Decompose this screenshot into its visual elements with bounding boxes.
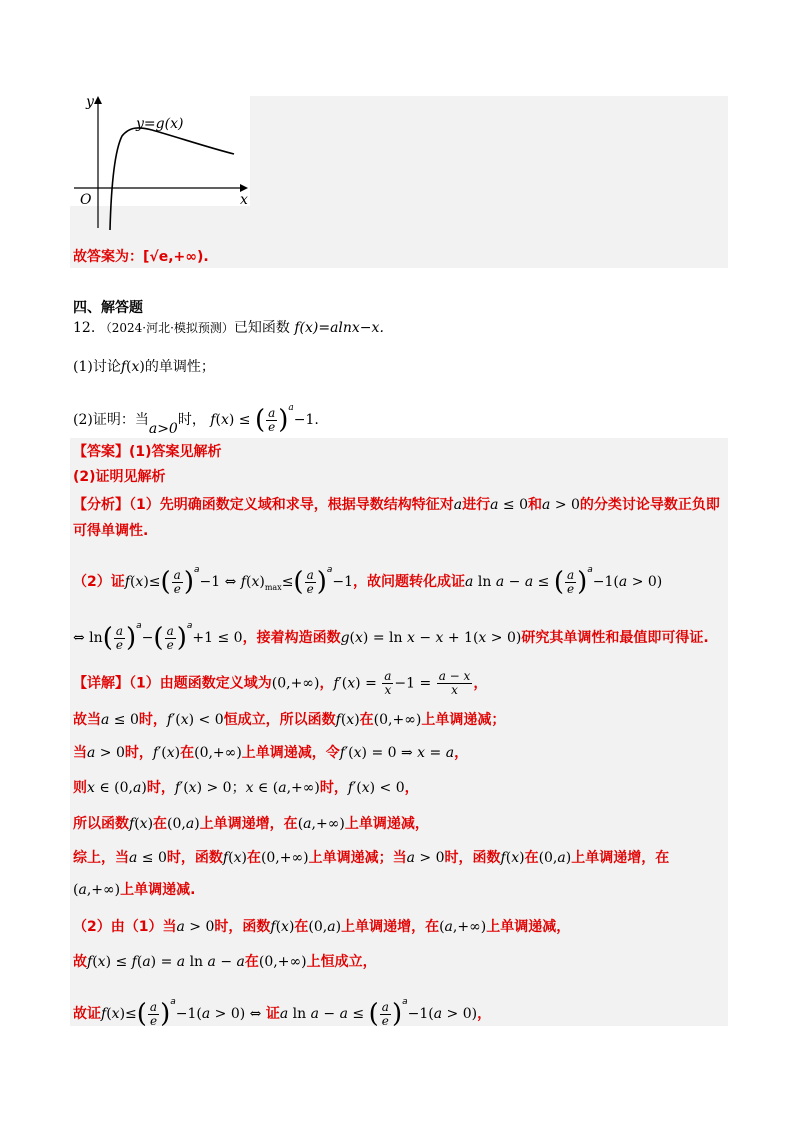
y-axis-label: y xyxy=(86,94,94,110)
detail-line-1: 【详解】（1）由题函数定义域为(0,+∞)，f′(x) = $\frac{a}{x}$ −1 = $\frac{a - x}{x}$ ， xyxy=(73,669,488,697)
detail-line-10: 故证f(x)≤( $\frac{a}{e}$ )$^a$−1(a > 0) ⇔ 证a ln a − a ≤ ( $\frac{a}{e}$ )$^a$−1(a > 0)， xyxy=(73,997,492,1029)
detail-line-7: (a,+∞)上单调递减. xyxy=(73,882,196,898)
detail-line-8: （2）由（1）当a > 0时，函数f(x)在(0,a)上单调递增，在(a,+∞)上单调递减， xyxy=(73,919,571,935)
problem-part-2: (2)证明：当a>0时， f(x) ≤ ( $\frac{a}{e}$ )$^a$−1. xyxy=(73,403,319,437)
detail-line-4: 则x ∈ (0,a)时，f′(x) > 0；x ∈ (a,+∞)时，f′(x) < 0， xyxy=(73,780,419,796)
analysis-line-1: 【分析】（1）先明确函数定义域和求导，根据导数结构特征对a进行a ≤ 0和a > 0的分类讨论导数正负即 xyxy=(73,497,720,513)
y-axis-arrow xyxy=(94,96,102,104)
answer-line-2: (2)证明见解析 xyxy=(73,469,166,485)
detail-line-3: 当a > 0时，f′(x)在(0,+∞)上单调递减，令f′(x) = 0 ⇒ x = a， xyxy=(73,745,469,761)
curve-label: y=g(x) xyxy=(136,116,184,132)
x-axis-arrow xyxy=(240,184,248,192)
analysis-line-2: 可得单调性. xyxy=(73,523,149,539)
prev-solution-background xyxy=(250,96,728,206)
analysis-line-4: ⇔ ln( $\frac{a}{e}$ )$^a$−( $\frac{a}{e}$ )$^a$+1 ≤ 0，接着构造函数g(x) = ln x − x + 1(x > 0)研究其单调性和最值即可得证. xyxy=(73,621,709,653)
origin-label: O xyxy=(80,192,92,208)
curve-g xyxy=(110,128,234,230)
problem-number: 12. xyxy=(73,320,96,336)
prev-answer-label: 故答案为： xyxy=(73,249,143,265)
section-title: 四、解答题 xyxy=(73,300,143,316)
detail-line-5: 所以函数f(x)在(0,a)上单调递增，在(a,+∞)上单调递减， xyxy=(73,816,429,832)
function-graph xyxy=(70,92,252,232)
problem-source: （2024·河北·模拟预测） xyxy=(99,321,234,335)
answer-tag: 【答案】 xyxy=(73,444,129,460)
problem-formula: f(x)=alnx−x. xyxy=(294,320,384,336)
detail-line-6: 综上，当a ≤ 0时，函数f(x)在(0,+∞)上单调递减；当a > 0时，函数f(x)在(0,a)上单调递增，在 xyxy=(73,850,670,866)
part1-fx: f xyxy=(120,359,127,375)
part2-rest: −1. xyxy=(293,412,319,428)
part1-rest: 的单调性； xyxy=(144,359,215,375)
detail-line-2: 故当a ≤ 0时，f′(x) < 0恒成立，所以函数f(x)在(0,+∞)上单调递减； xyxy=(73,712,506,728)
part2-cond: a>0 xyxy=(148,421,178,437)
answer-part-1: (1)答案见解析 xyxy=(129,444,222,460)
answer-line-1 xyxy=(73,442,222,462)
solution-background xyxy=(70,438,728,1029)
detail-line-9: 故f(x) ≤ f(a) = a ln a − a在(0,+∞)上恒成立， xyxy=(73,954,377,970)
part1-label: (1)讨论 xyxy=(73,359,121,375)
part2-mid: 时， xyxy=(177,412,206,428)
prev-answer-value: [√e,+∞). xyxy=(143,249,209,265)
problem-intro: 已知函数 xyxy=(233,320,290,336)
prev-answer-line xyxy=(73,247,209,267)
problem-statement xyxy=(73,318,384,338)
x-axis-label: x xyxy=(240,192,248,208)
problem-part-1: (1)讨论f(x)的单调性； xyxy=(73,359,215,375)
analysis-line-3: （2）证f(x)≤( $\frac{a}{e}$ )$^a$−1 ⇔ $f(x)_{max}\le$( $\frac{a}{e}$ )$^a$−1，故问题转化成证a ln a − a ≤ ( $\frac{a}{e}$ )$^a$−1(a > 0) xyxy=(73,565,663,597)
part2-label: (2)证明：当 xyxy=(73,412,149,428)
